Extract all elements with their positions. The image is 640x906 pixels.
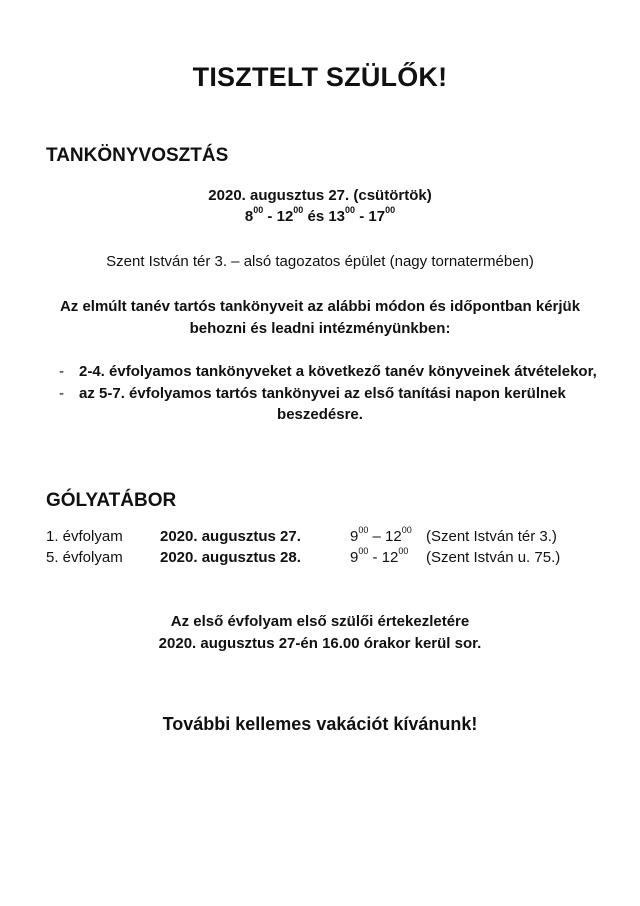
camp-place: (Szent István tér 3.) — [426, 528, 557, 545]
orientation-camp-heading: GÓLYATÁBOR — [46, 490, 177, 511]
page-title: TISZTELT SZÜLŐK! — [192, 62, 448, 92]
camp-end-min: 00 — [401, 525, 412, 535]
textbook-distribution-heading: TANKÖNYVOSZTÁS — [46, 145, 229, 166]
meeting-line-1: Az első évfolyam első szülői értekezletére — [170, 613, 470, 630]
camp-start-min: 00 — [358, 525, 369, 535]
meeting-line-2: 2020. augusztus 27-én 16.00 órakor kerül sor. — [158, 635, 482, 652]
camp-grade: 1. évfolyam — [46, 528, 123, 545]
time-end2-min: 00 — [385, 205, 396, 215]
time-separator: - — [355, 208, 369, 225]
time-start1-min: 00 — [253, 205, 264, 215]
time-end1-hour: 12 — [276, 208, 294, 225]
camp-date: 2020. augusztus 28. — [160, 549, 301, 566]
camp-time-separator: – — [368, 528, 386, 545]
camp-grade: 5. évfolyam — [46, 549, 123, 566]
time-end2-hour: 17 — [368, 208, 386, 225]
camp-end-min: 00 — [398, 546, 409, 556]
camp-start-hour: 9 — [350, 549, 359, 566]
bullet-continuation: beszedésre. — [277, 406, 363, 423]
camp-start-min: 00 — [358, 546, 369, 556]
camp-time — [350, 546, 409, 566]
time-start2-hour: 13 — [328, 208, 346, 225]
time-start1-hour: 8 — [244, 208, 254, 225]
instruction-line-2: behozni és leadni intézményünkben: — [189, 320, 451, 337]
textbook-date: 2020. augusztus 27. (csütörtök) — [208, 187, 432, 204]
camp-date: 2020. augusztus 27. — [160, 528, 301, 545]
camp-end-hour: 12 — [385, 528, 402, 545]
camp-place: (Szent István u. 75.) — [426, 549, 561, 566]
bullet-dash: - — [59, 385, 64, 402]
table-row — [0, 546, 640, 569]
time-separator: - — [263, 208, 277, 225]
bullet-dash: - — [59, 363, 64, 380]
camp-start-hour: 9 — [350, 528, 359, 545]
textbook-time — [0, 205, 640, 225]
camp-time — [350, 525, 412, 545]
instruction-line-1: Az elmúlt tanév tartós tankönyveit az alábbi módon és időpontban kérjük — [59, 298, 581, 315]
camp-end-hour: 12 — [381, 549, 399, 566]
time-start2-min: 00 — [345, 205, 356, 215]
camp-time-separator: - — [368, 549, 382, 566]
bullet-text: 2-4. évfolyamos tankönyveket a következő tanév könyveinek átvételekor, — [79, 363, 597, 380]
closing-message: További kellemes vakációt kívánunk! — [162, 714, 478, 734]
textbook-location: Szent István tér 3. – alsó tagozatos épület (nagy tornatermében) — [106, 253, 534, 270]
table-row — [0, 525, 640, 548]
time-end1-min: 00 — [293, 205, 304, 215]
bullet-text: az 5-7. évfolyamos tartós tankönyvei az első tanítási napon kerülnek — [79, 385, 566, 402]
time-and: és — [303, 208, 329, 225]
